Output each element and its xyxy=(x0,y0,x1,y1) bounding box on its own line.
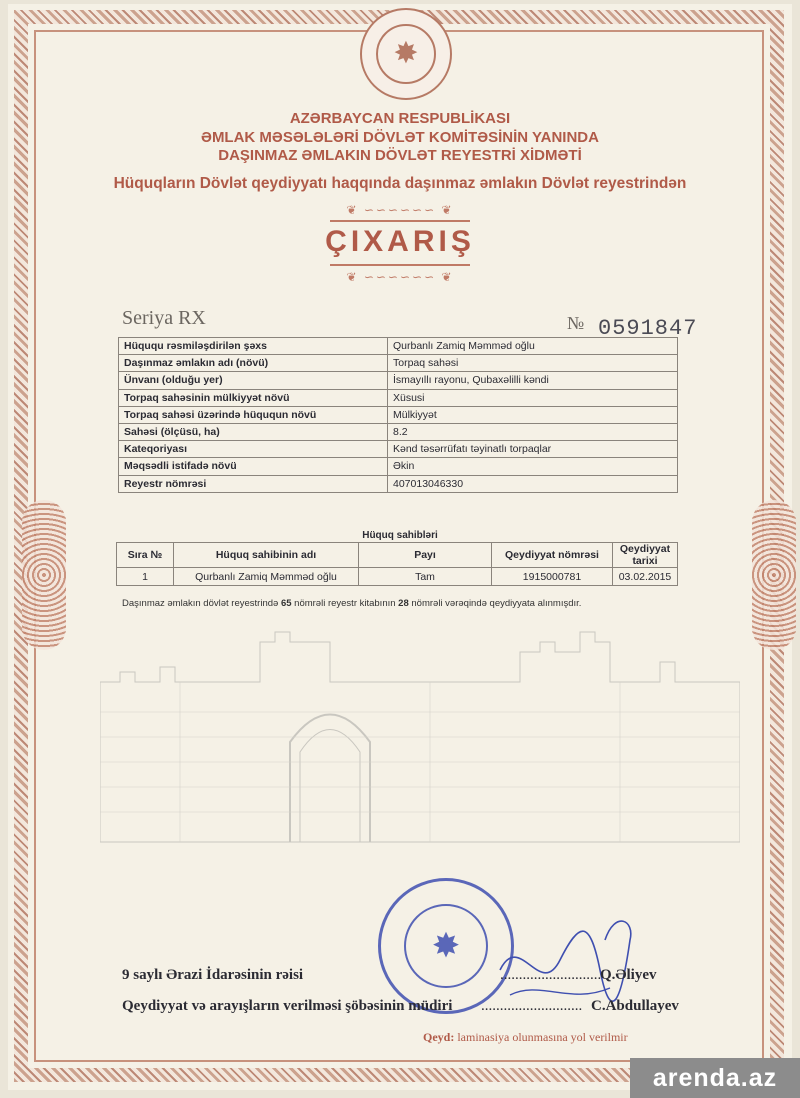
info-label: Reyestr nömrəsi xyxy=(119,475,388,492)
info-value: Qurbanlı Zamiq Məmməd oğlu xyxy=(388,338,678,355)
note-text: Daşınmaz əmlakın dövlət reyestrində xyxy=(122,598,281,609)
footer-note-label: Qeyd: xyxy=(423,1030,455,1044)
owners-col-header: Qeydiyyat tarixi xyxy=(613,543,678,568)
official-stamp-icon: ✸ xyxy=(378,878,514,1014)
owners-table xyxy=(116,542,678,586)
info-label: Məqsədli istifadə növü xyxy=(119,458,388,475)
site-watermark-logo[interactable]: arenda.az xyxy=(630,1058,800,1098)
table-row xyxy=(119,441,678,458)
owners-col-header: Sıra № xyxy=(117,543,174,568)
table-row xyxy=(119,475,678,492)
info-value: Mülkiyyət xyxy=(388,406,678,423)
state-emblem-icon: ✸ xyxy=(360,8,452,100)
table-row xyxy=(119,338,678,355)
note-text: nömrəli reyestr kitabının xyxy=(291,598,399,609)
header-republic: AZƏRBAYCAN RESPUBLİKASI xyxy=(289,110,511,127)
title-rule-top xyxy=(330,220,470,222)
table-row xyxy=(119,458,678,475)
table-row xyxy=(119,406,678,423)
owner-index: 1 xyxy=(117,568,174,586)
info-value: İsmayıllı rayonu, Qubaxəlilli kəndi xyxy=(388,372,678,389)
owners-col-header: Payı xyxy=(359,543,492,568)
info-value: Kənd təsərrüfatı təyinatlı torpaqlar xyxy=(388,441,678,458)
table-row xyxy=(119,389,678,406)
owner-name: Qurbanlı Zamiq Məmməd oğlu xyxy=(174,568,359,586)
owner-registration-date: 03.02.2015 xyxy=(613,568,678,586)
info-label: Torpaq sahəsinin mülkiyyət növü xyxy=(119,389,388,406)
owner-share: Tam xyxy=(359,568,492,586)
info-label: Daşınmaz əmlakın adı (növü) xyxy=(119,355,388,372)
footer-note xyxy=(423,1030,628,1045)
title-rule-bottom xyxy=(330,264,470,266)
signature-line-manager-name: C.Abdullayev xyxy=(591,998,679,1014)
info-value: 407013046330 xyxy=(388,475,678,492)
header-service: DAŞINMAZ ƏMLAKIN DÖVLƏT REYESTRİ XİDMƏTİ xyxy=(218,147,582,164)
owner-registration-number: 1915000781 xyxy=(492,568,613,586)
table-row xyxy=(117,568,678,586)
info-value: Xüsusi xyxy=(388,389,678,406)
handwritten-signature-icon xyxy=(480,900,650,1010)
property-info-table xyxy=(118,337,678,493)
owners-col-header: Qeydiyyat nömrəsi xyxy=(492,543,613,568)
table-row xyxy=(119,423,678,440)
left-rosette-ornament xyxy=(22,500,66,650)
signature-line-director-dots: ........................... xyxy=(500,967,602,983)
note-page-number: 28 xyxy=(398,598,409,609)
owners-title: Hüquq sahibləri xyxy=(362,530,438,541)
table-row xyxy=(119,372,678,389)
info-value: Torpaq sahəsi xyxy=(388,355,678,372)
info-label: Torpaq sahəsi üzərində hüququn növü xyxy=(119,406,388,423)
signature-line-manager-dots: ........................... xyxy=(481,998,583,1014)
owners-col-header: Hüquq sahibinin adı xyxy=(174,543,359,568)
document-number: 0591847 xyxy=(598,316,698,341)
title-ornament-bottom: ❦ ∽∽∽∽∽∽ ❦ xyxy=(346,270,454,284)
note-text: nömrəli vərəqində qeydiyyata alınmışdır. xyxy=(408,598,582,609)
info-label: Hüququ rəsmiləşdirilən şəxs xyxy=(119,338,388,355)
number-sign: № xyxy=(567,313,585,333)
info-value: 8.2 xyxy=(388,423,678,440)
title-ornament-top: ❦ ∽∽∽∽∽∽ ❦ xyxy=(346,203,454,217)
table-row xyxy=(119,355,678,372)
signature-line-director-name: Q.Əliyev xyxy=(600,967,657,983)
header-committee: ƏMLAK MƏSƏLƏLƏRİ DÖVLƏT KOMİTƏSİNİN YANINDA xyxy=(201,129,599,146)
note-book-number: 65 xyxy=(280,598,292,609)
header-subtitle: Hüquqların Dövlət qeydiyyatı haqqında daşınmaz əmlakın Dövlət reyestrindən xyxy=(113,175,687,192)
signature-line-manager-label: Qeydiyyat və arayışların verilməsi şöbəsinin müdiri xyxy=(122,998,453,1014)
signature-line-director-label: 9 saylı Ərazi İdarəsinin rəisi xyxy=(122,967,304,983)
info-label: Ünvanı (olduğu yer) xyxy=(119,372,388,389)
info-label: Sahəsi (ölçüsü, ha) xyxy=(119,423,388,440)
fortress-watermark-image xyxy=(100,612,740,847)
registry-note xyxy=(122,598,581,609)
info-value: Əkin xyxy=(388,458,678,475)
document-title: ÇIXARIŞ xyxy=(325,225,475,258)
document-series: Seriya RX xyxy=(122,307,206,329)
right-rosette-ornament xyxy=(752,500,796,650)
footer-note-text: laminasiya olunmasına yol verilmir xyxy=(454,1030,628,1044)
info-label: Kateqoriyası xyxy=(119,441,388,458)
